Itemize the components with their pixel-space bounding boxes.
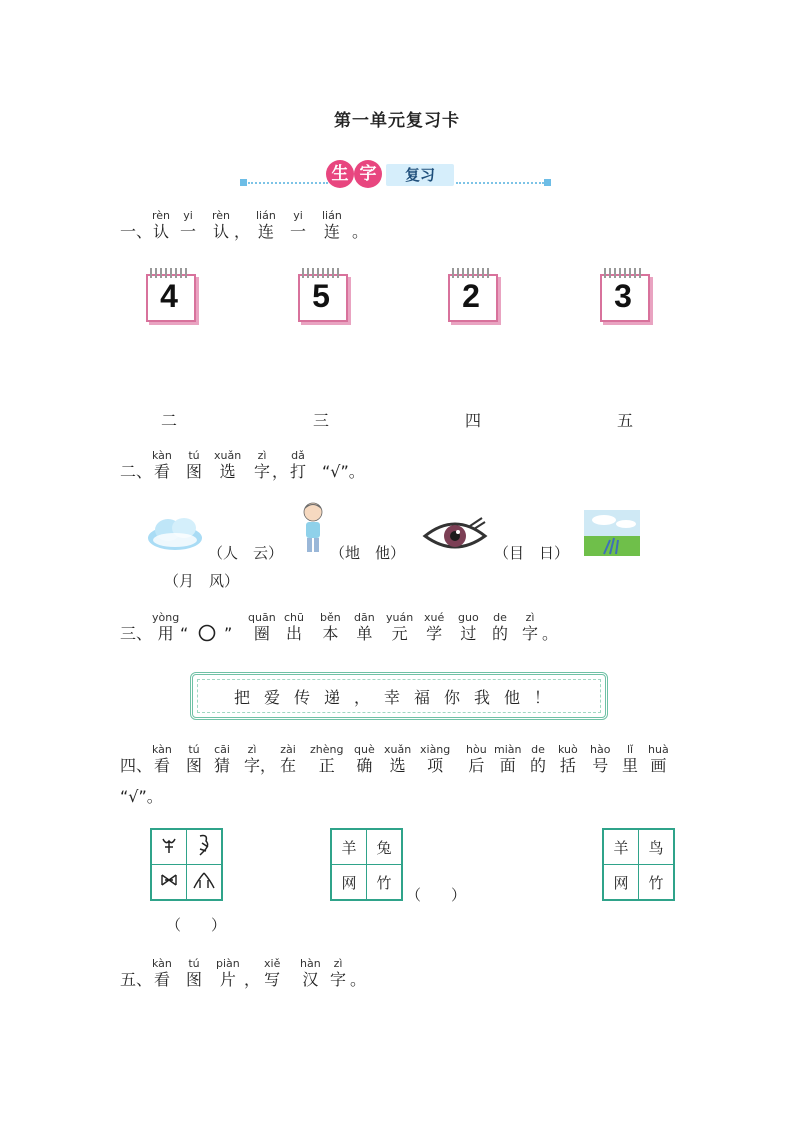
answer-parenthesis[interactable]: （ ） (406, 886, 467, 904)
pictograph-grid (150, 828, 223, 901)
ruby-char: yi 一 (290, 209, 307, 241)
ruby-char: kàn 看 (152, 957, 172, 989)
question-number: 二、 (120, 462, 153, 481)
ruby-char: kuò 括 (558, 743, 578, 775)
ruby-char: xué 学 (424, 611, 445, 643)
pictograph-sheep-icon (151, 829, 187, 865)
question-3 (120, 612, 720, 644)
pictograph-bamboo-icon (187, 865, 223, 901)
question-number: 三、 (120, 624, 153, 643)
ruby-char: tú 图 (186, 449, 203, 481)
calendar-digit: 3 (614, 278, 632, 314)
question-number: 四、 (120, 756, 153, 775)
calendar-icon (598, 266, 650, 320)
grid-cell: 羊 (331, 829, 367, 865)
boy-icon (298, 500, 328, 556)
ruby-char: chū 出 (284, 611, 304, 643)
banner-char-1: 生 (326, 160, 354, 188)
ruby-char: lǐ 里 (622, 743, 639, 775)
ruby-char: de 的 (492, 611, 509, 643)
grid-cell: 羊 (603, 829, 639, 865)
check-mark-quote: “√”。 (322, 462, 365, 481)
number-word[interactable]: 五 (616, 411, 633, 430)
page-title: 第一单元复习卡 (334, 111, 460, 131)
question-2 (120, 450, 720, 482)
ruby-char: zhèng 正 (310, 743, 344, 775)
ruby-char: xiě 写 (264, 957, 281, 989)
ruby-char: zài 在 (280, 743, 297, 775)
circle-icon (198, 624, 216, 642)
ruby-char: hàn 汉 (300, 957, 321, 989)
calendar-digit: 4 (160, 278, 178, 314)
grid-cell: 网 (331, 865, 367, 901)
choice-parenthesis[interactable]: （目 日） (494, 544, 570, 562)
ruby-char: huà 画 (648, 743, 669, 775)
windy-field-picture (584, 510, 640, 556)
grid-cell: 网 (603, 865, 639, 901)
ruby-char: yi 一 (180, 209, 197, 241)
ruby-char: zì 字 (330, 957, 347, 989)
banner-char-2: 字 (354, 160, 382, 188)
ruby-char: 。 (352, 222, 369, 241)
ruby-char: dān 单 (354, 611, 375, 643)
ruby-char: kàn 看 (152, 449, 172, 481)
quote-open: “ (180, 624, 189, 643)
question-5 (120, 958, 720, 990)
ruby-char: kàn 看 (152, 743, 172, 775)
pictograph-bird-icon (187, 829, 223, 865)
ruby-char: què 确 (354, 743, 375, 775)
grid-cell: 兔 (367, 829, 403, 865)
question-number: 五、 (120, 970, 153, 989)
ruby-char: tú 图 (186, 743, 203, 775)
number-word[interactable]: 三 (312, 411, 329, 430)
number-word[interactable]: 四 (464, 411, 481, 430)
calendar-digit: 5 (312, 278, 330, 314)
ruby-char: dǎ 打 (290, 449, 307, 481)
ruby-char: rèn 认 (212, 209, 231, 241)
section-banner (240, 160, 552, 190)
ruby-char: piàn 片 (216, 957, 240, 989)
choice-parenthesis[interactable]: （人 云） (208, 544, 284, 562)
grid-cell: 竹 (367, 865, 403, 901)
ruby-char: rèn 认 (152, 209, 171, 241)
choice-parenthesis[interactable]: （地 他） (330, 544, 406, 562)
ruby-char: de 的 (530, 743, 547, 775)
ruby-char: ， (260, 756, 277, 775)
ruby-char: zì 字 (244, 743, 261, 775)
banner-square-right (544, 179, 551, 186)
answer-parenthesis[interactable]: （ ） (166, 916, 227, 934)
grid-cell: 竹 (639, 865, 675, 901)
cloud-icon (146, 512, 204, 552)
ruby-char: xuǎn 选 (214, 449, 242, 481)
ruby-char: tú 图 (186, 957, 203, 989)
calendar-icon (296, 266, 348, 320)
period: 。 (542, 624, 559, 643)
banner-tag: 复习 (386, 164, 454, 186)
number-word[interactable]: 二 (160, 411, 177, 430)
period: 。 (350, 970, 367, 989)
ruby-char: hòu 后 (466, 743, 487, 775)
eye-icon (422, 516, 488, 556)
ruby-char: lián 连 (256, 209, 276, 241)
ruby-char: yòng 用 (152, 611, 180, 643)
ruby-char: cāi 猜 (214, 743, 231, 775)
calendar-digit: 2 (462, 278, 480, 314)
grid-cell: 鸟 (639, 829, 675, 865)
question-4 (120, 744, 720, 776)
character-grid (602, 828, 675, 901)
ruby-char: guo 过 (458, 611, 479, 643)
ruby-char: zì 字 (254, 449, 271, 481)
question-number: 一、 (120, 222, 153, 241)
check-mark-quote: “√”。 (120, 787, 163, 806)
ruby-char: lián 连 (322, 209, 342, 241)
calendar-icon (446, 266, 498, 320)
ruby-char: hào 号 (590, 743, 611, 775)
question-1 (120, 210, 720, 242)
ruby-char: ， (272, 462, 289, 481)
quote-close: ” (224, 624, 233, 643)
character-grid (330, 828, 403, 901)
banner-square-left (240, 179, 247, 186)
sentence-box (190, 672, 608, 720)
ruby-char: quān 圈 (248, 611, 276, 643)
ruby-char: yuán 元 (386, 611, 414, 643)
choice-parenthesis[interactable]: （月 风） (164, 572, 240, 590)
ruby-char: xuǎn 选 (384, 743, 412, 775)
ruby-char: běn 本 (320, 611, 341, 643)
calendar-icon (144, 266, 196, 320)
ruby-char: ， (244, 970, 261, 989)
sentence-text[interactable]: 把爱传递，幸福你我他！ (233, 688, 564, 707)
banner-dotted-line-right (456, 182, 544, 184)
pictograph-net-icon (151, 865, 187, 901)
ruby-char: ， (234, 222, 251, 241)
ruby-char: miàn 面 (494, 743, 522, 775)
banner-dotted-line-left (248, 182, 328, 184)
ruby-char: xiàng 项 (420, 743, 451, 775)
ruby-char: zì 字 (522, 611, 539, 643)
